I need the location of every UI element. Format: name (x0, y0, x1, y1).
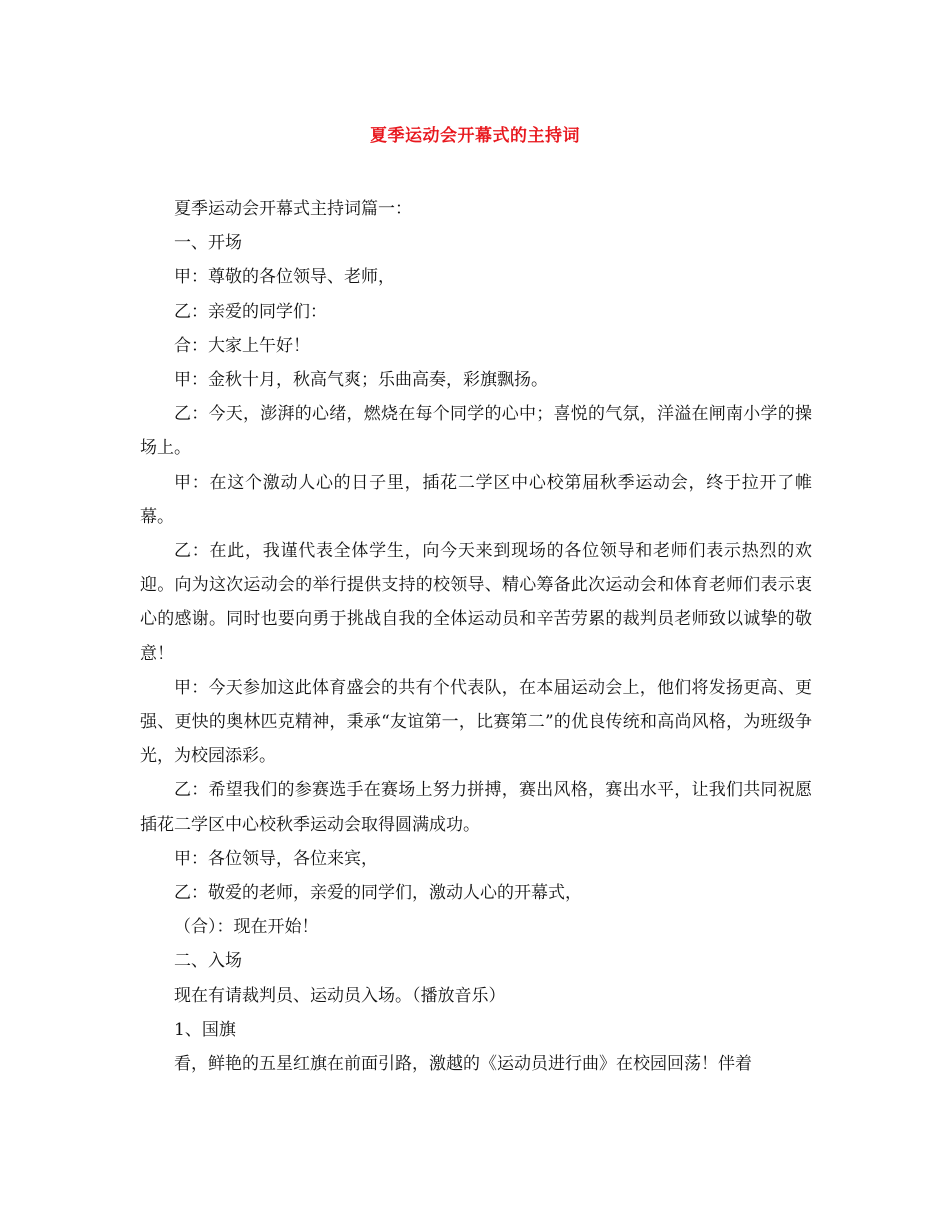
paragraph: 现在有请裁判员、运动员入场。（播放音乐） (174, 985, 506, 1006)
paragraph: （合）：现在开始！ (174, 917, 319, 938)
paragraph: 乙：亲爱的同学们： (174, 301, 327, 322)
paragraph: 乙：今天，澎湃的心绪，燃烧在每个同学的心中；喜悦的气氛，洋溢在闸南小学的操场上。 (140, 404, 812, 459)
paragraph: 夏季运动会开幕式主持词篇一： (174, 199, 412, 219)
paragraph: 乙：敬爱的老师，亲爱的同学们，激动人心的开幕式， (174, 883, 582, 904)
section-heading: 二、入场 (174, 951, 242, 972)
document-title: 夏季运动会开幕式的主持词 (370, 126, 580, 146)
paragraph: 甲：各位领导，各位来宾， (174, 848, 378, 869)
paragraph: 乙：希望我们的参赛选手在赛场上努力拼搏，赛出风格，赛出水平，让我们共同祝愿插花二学区中心校秋季运动会取得圆满成功。 (140, 780, 812, 835)
paragraph: 乙：在此，我谨代表全体学生，向今天来到现场的各位领导和老师们表示热烈的欢迎。向为这次运动会的举行提供支持的校领导、精心筹备此次运动会和体育老师们表示衷心的感谢。同时也要向勇于挑战自我的全体运动员和辛苦劳累的裁判员老师致以诚挚的敬意！ (140, 541, 812, 664)
paragraph: 甲：尊敬的各位领导、老师， (174, 267, 395, 288)
paragraph: 甲：今天参加这此体育盛会的共有个代表队，在本届运动会上，他们将发扬更高、更强、更快的奥林匹克精神，秉承“友谊第一，比赛第二”的优良传统和高尚风格，为班级争光，为校园添彩。 (140, 677, 812, 767)
paragraph: 甲：金秋十月，秋高气爽；乐曲高奏，彩旗飘扬。 (174, 370, 548, 391)
subsection-heading: 1、国旗 (174, 1019, 236, 1040)
paragraph: 合：大家上午好！ (174, 335, 310, 356)
paragraph: 看，鲜艳的五星红旗在前面引路，激越的《运动员进行曲》在校园回荡！伴着 (174, 1054, 752, 1075)
paragraph: 甲：在这个激动人心的日子里，插花二学区中心校第届秋季运动会，终于拉开了帷幕。 (140, 472, 812, 527)
section-heading: 一、开场 (174, 233, 242, 254)
document-body (140, 192, 812, 1081)
